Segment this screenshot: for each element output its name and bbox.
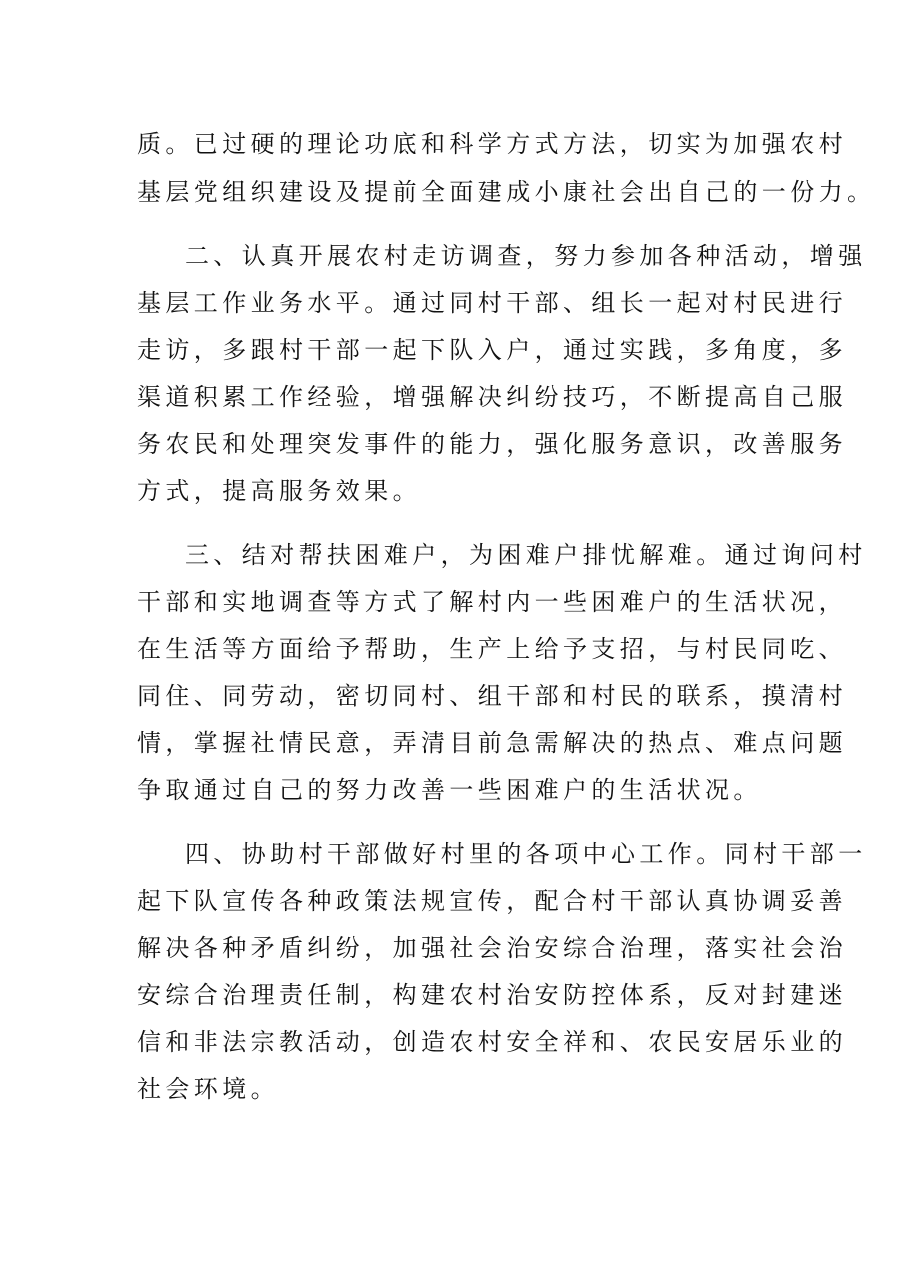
text-line: 在生活等方面给予帮助，生产上给予支招，与村民同吃、 (137, 635, 847, 663)
text-line: 干部和实地调查等方式了解村内一些困难户的生活状况， (137, 588, 847, 616)
text-line: 安综合治理责任制，构建农村治安防控体系，反对封建迷 (137, 981, 847, 1009)
text-line: 起下队宣传各种政策法规宣传，配合村干部认真协调妥善 (137, 887, 847, 915)
text-line: 渠道积累工作经验，增强解决纠纷技巧，不断提高自己服 (137, 383, 847, 411)
text-line: 争取通过自己的努力改善一些困难户的生活状况。 (137, 776, 762, 804)
text-line: 四、协助村干部做好村里的各项中心工作。同村干部一 (185, 840, 867, 868)
text-line: 务农民和处理突发事件的能力，强化服务意识，改善服务 (137, 430, 847, 458)
text-line: 基层工作业务水平。通过同村干部、组长一起对村民进行 (137, 289, 847, 317)
text-line: 基层党组织建设及提前全面建成小康社会出自己的一份力。 (137, 178, 876, 206)
text-line: 方式，提高服务效果。 (137, 477, 421, 505)
text-line: 情，掌握社情民意，弄清目前急需解决的热点、难点问题 (137, 729, 847, 757)
text-line: 三、结对帮扶困难户，为困难户排忧解难。通过询问村 (185, 541, 867, 569)
text-line: 同住、同劳动，密切同村、组干部和村民的联系，摸清村 (137, 682, 847, 710)
text-line: 解决各种矛盾纠纷，加强社会治安综合治理，落实社会治 (137, 934, 847, 962)
text-line: 社会环境。 (137, 1075, 279, 1103)
text-line: 质。已过硬的理论功底和科学方式方法，切实为加强农村 (137, 130, 847, 158)
text-line: 二、认真开展农村走访调查，努力参加各种活动，增强 (185, 242, 867, 270)
text-line: 信和非法宗教活动，创造农村安全祥和、农民安居乐业的 (137, 1028, 847, 1056)
text-line: 走访，多跟村干部一起下队入户，通过实践，多角度，多 (137, 336, 847, 364)
